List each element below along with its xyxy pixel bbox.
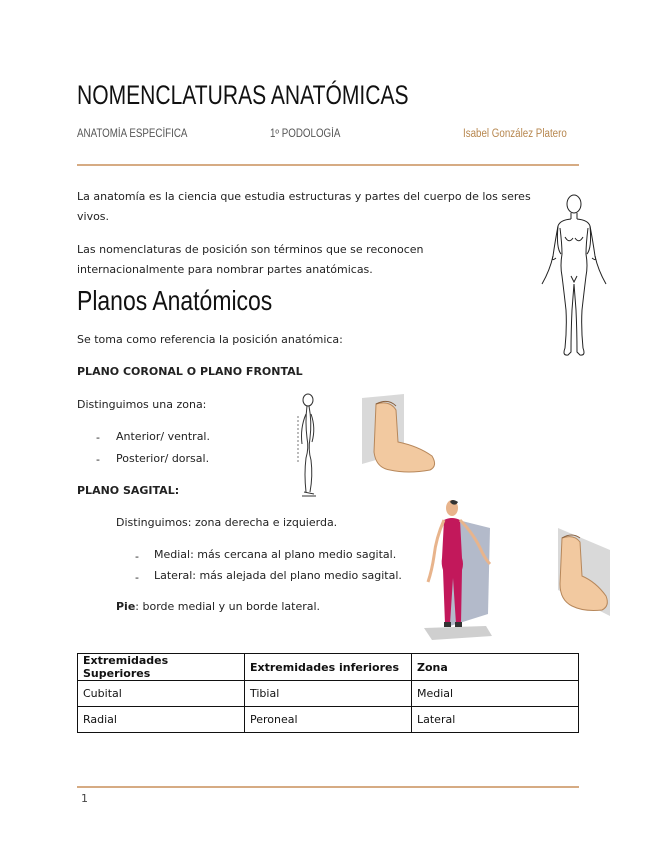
woman-sagittal-illustration: [412, 498, 496, 646]
foot-sagittal-illustration: [548, 524, 618, 616]
bullet-dash: -: [135, 550, 139, 563]
table-cell: Medial: [412, 681, 579, 707]
table-cell: Tibial: [245, 681, 412, 707]
table-cell: Peroneal: [245, 707, 412, 733]
sagittal-lead: Distinguimos: zona derecha e izquierda.: [116, 516, 338, 529]
footer-divider: [77, 786, 579, 788]
foot-coronal-illustration: [360, 392, 440, 482]
sagittal-item-lateral: Lateral: más alejada del plano medio sagital.: [154, 569, 402, 582]
side-skeleton-illustration: [292, 392, 322, 500]
sagittal-item-medial: Medial: más cercana al plano medio sagital.: [154, 548, 397, 561]
coronal-lead: Distinguimos una zona:: [77, 398, 207, 411]
coronal-heading: PLANO CORONAL O PLANO FRONTAL: [77, 365, 303, 378]
table-header-row: [78, 654, 579, 681]
table-header-cell: Extremidades Superiores: [78, 654, 245, 681]
foot-note: [116, 597, 320, 617]
table-cell: Radial: [78, 707, 245, 733]
intro-paragraph-1: La anatomía es la ciencia que estudia estructuras y partes del cuerpo de los seres vivos.: [77, 190, 531, 223]
table-row: [78, 681, 579, 707]
section-heading: Planos Anatómicos: [77, 285, 273, 316]
author-label: Isabel González Platero: [463, 128, 567, 140]
body-outline-illustration: [538, 192, 610, 362]
table-header-cell: Zona: [412, 654, 579, 681]
bullet-dash: -: [96, 453, 100, 466]
bullet-dash: -: [135, 571, 139, 584]
intro-paragraph-2: Las nomenclaturas de posición son términos que se reconocen internacionalmente para nombrar partes anatómicas.: [77, 243, 424, 276]
table-header-cell: Extremidades inferiores: [245, 654, 412, 681]
table-cell: Lateral: [412, 707, 579, 733]
foot-label: Pie: [116, 600, 136, 613]
foot-text: : borde medial y un borde lateral.: [135, 600, 321, 613]
page-title: NOMENCLATURAS ANATÓMICAS: [77, 80, 409, 110]
extremities-table: [77, 653, 579, 733]
course-label: 1º PODOLOGÍA: [270, 128, 341, 140]
table-cell: Cubital: [78, 681, 245, 707]
page-number: 1: [81, 792, 88, 805]
table-row: [78, 707, 579, 733]
coronal-item-anterior: Anterior/ ventral.: [116, 430, 210, 443]
header-divider: [77, 164, 579, 166]
coronal-item-posterior: Posterior/ dorsal.: [116, 452, 210, 465]
reference-text: Se toma como referencia la posición anatómica:: [77, 333, 343, 346]
bullet-dash: -: [96, 431, 100, 444]
subject-label: ANATOMÍA ESPECÍFICA: [77, 128, 188, 140]
sagittal-heading: PLANO SAGITAL:: [77, 484, 180, 497]
